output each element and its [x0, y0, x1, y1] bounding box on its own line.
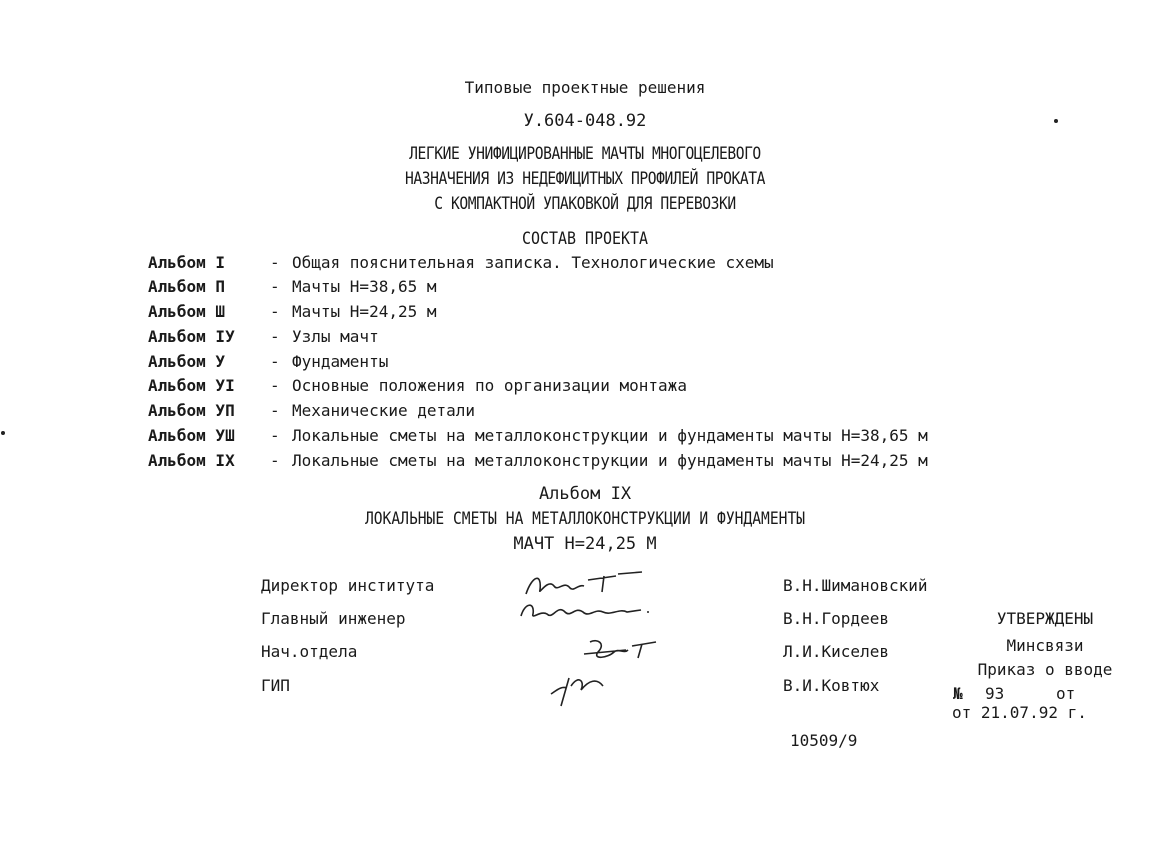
album-label: Альбом П	[148, 277, 226, 296]
album-dash: -	[270, 352, 280, 371]
signatory-name-gip: В.И.Ковтюх	[783, 676, 880, 695]
signatory-name-chief-engineer: В.Н.Гордеев	[783, 609, 889, 628]
signatory-title-gip: ГИП	[261, 676, 290, 695]
album-dash: -	[270, 302, 280, 321]
approval-order: Приказ о вводе	[977, 660, 1113, 679]
album-label: Альбом УI	[148, 376, 235, 395]
album-label: Альбом IX	[148, 451, 235, 470]
album-label: Альбом УП	[148, 401, 235, 420]
signatory-name-director: В.Н.Шимановский	[783, 576, 928, 595]
chief-engineer-signature	[515, 596, 655, 626]
album-description: Локальные сметы на металлоконструкции и фундаменты мачты Н=38,65 м	[292, 426, 928, 445]
document-number: 10509/9	[790, 731, 858, 750]
album-dash: -	[270, 401, 280, 420]
order-date: от 21.07.92 г.	[952, 703, 1087, 722]
order-from-label: от	[1056, 684, 1076, 703]
gip-signature	[545, 664, 615, 710]
signatory-title-head-of-department: Нач.отдела	[261, 642, 358, 661]
album-description: Основные положения по организации монтажа	[292, 376, 687, 395]
album-label: Альбом IУ	[148, 327, 235, 346]
approval-ministry: Минсвязи	[1006, 636, 1084, 655]
current-album-subtitle: МАЧТ Н=24,25 М	[513, 534, 657, 554]
album-label: Альбом УШ	[148, 426, 235, 445]
scan-speck	[1054, 119, 1058, 123]
project-code: У.604-048.92	[523, 111, 647, 131]
current-album-title: ЛОКАЛЬНЫЕ СМЕТЫ НА МЕТАЛЛОКОНСТРУКЦИИ И ФУНДАМЕНТЫ	[364, 509, 806, 529]
series-title: Типовые проектные решения	[464, 78, 706, 97]
order-number: 93	[985, 684, 1005, 703]
current-album-label: Альбом IX	[538, 484, 632, 504]
album-description: Мачты Н=24,25 м	[292, 302, 437, 321]
album-dash: -	[270, 376, 280, 395]
project-title-line-1: ЛЕГКИЕ УНИФИЦИРОВАННЫЕ МАЧТЫ МНОГОЦЕЛЕВОГО	[409, 144, 761, 164]
album-description: Фундаменты	[292, 352, 389, 371]
album-dash: -	[270, 327, 280, 346]
album-dash: -	[270, 451, 280, 470]
signatory-title-director: Директор института	[261, 576, 435, 595]
album-label: Альбом Ш	[148, 302, 226, 321]
album-description: Мачты Н=38,65 м	[292, 277, 437, 296]
project-title-line-3: С КОМПАКТНОЙ УПАКОВКОЙ ДЛЯ ПЕРЕВОЗКИ	[434, 194, 736, 214]
album-description: Узлы мачт	[292, 327, 379, 346]
scan-speck	[1, 431, 5, 435]
signatory-title-chief-engineer: Главный инженер	[261, 609, 406, 628]
project-title-line-2: НАЗНАЧЕНИЯ ИЗ НЕДЕФИЦИТНЫХ ПРОФИЛЕЙ ПРОКАТА	[404, 169, 765, 189]
composition-heading: СОСТАВ ПРОЕКТА	[521, 229, 649, 249]
album-dash: -	[270, 253, 280, 272]
signatory-name-head-of-department: Л.И.Киселев	[783, 642, 889, 661]
head-of-department-signature	[580, 634, 660, 666]
album-dash: -	[270, 277, 280, 296]
order-number-label: №	[953, 684, 963, 703]
album-dash: -	[270, 426, 280, 445]
album-description: Общая пояснительная записка. Технологические схемы	[292, 253, 774, 272]
album-description: Механические детали	[292, 401, 476, 420]
approval-heading: УТВЕРЖДЕНЫ	[996, 609, 1094, 628]
album-label: Альбом I	[148, 253, 226, 272]
album-label: Альбом У	[148, 352, 226, 371]
album-description: Локальные сметы на металлоконструкции и фундаменты мачты Н=24,25 м	[292, 451, 928, 470]
